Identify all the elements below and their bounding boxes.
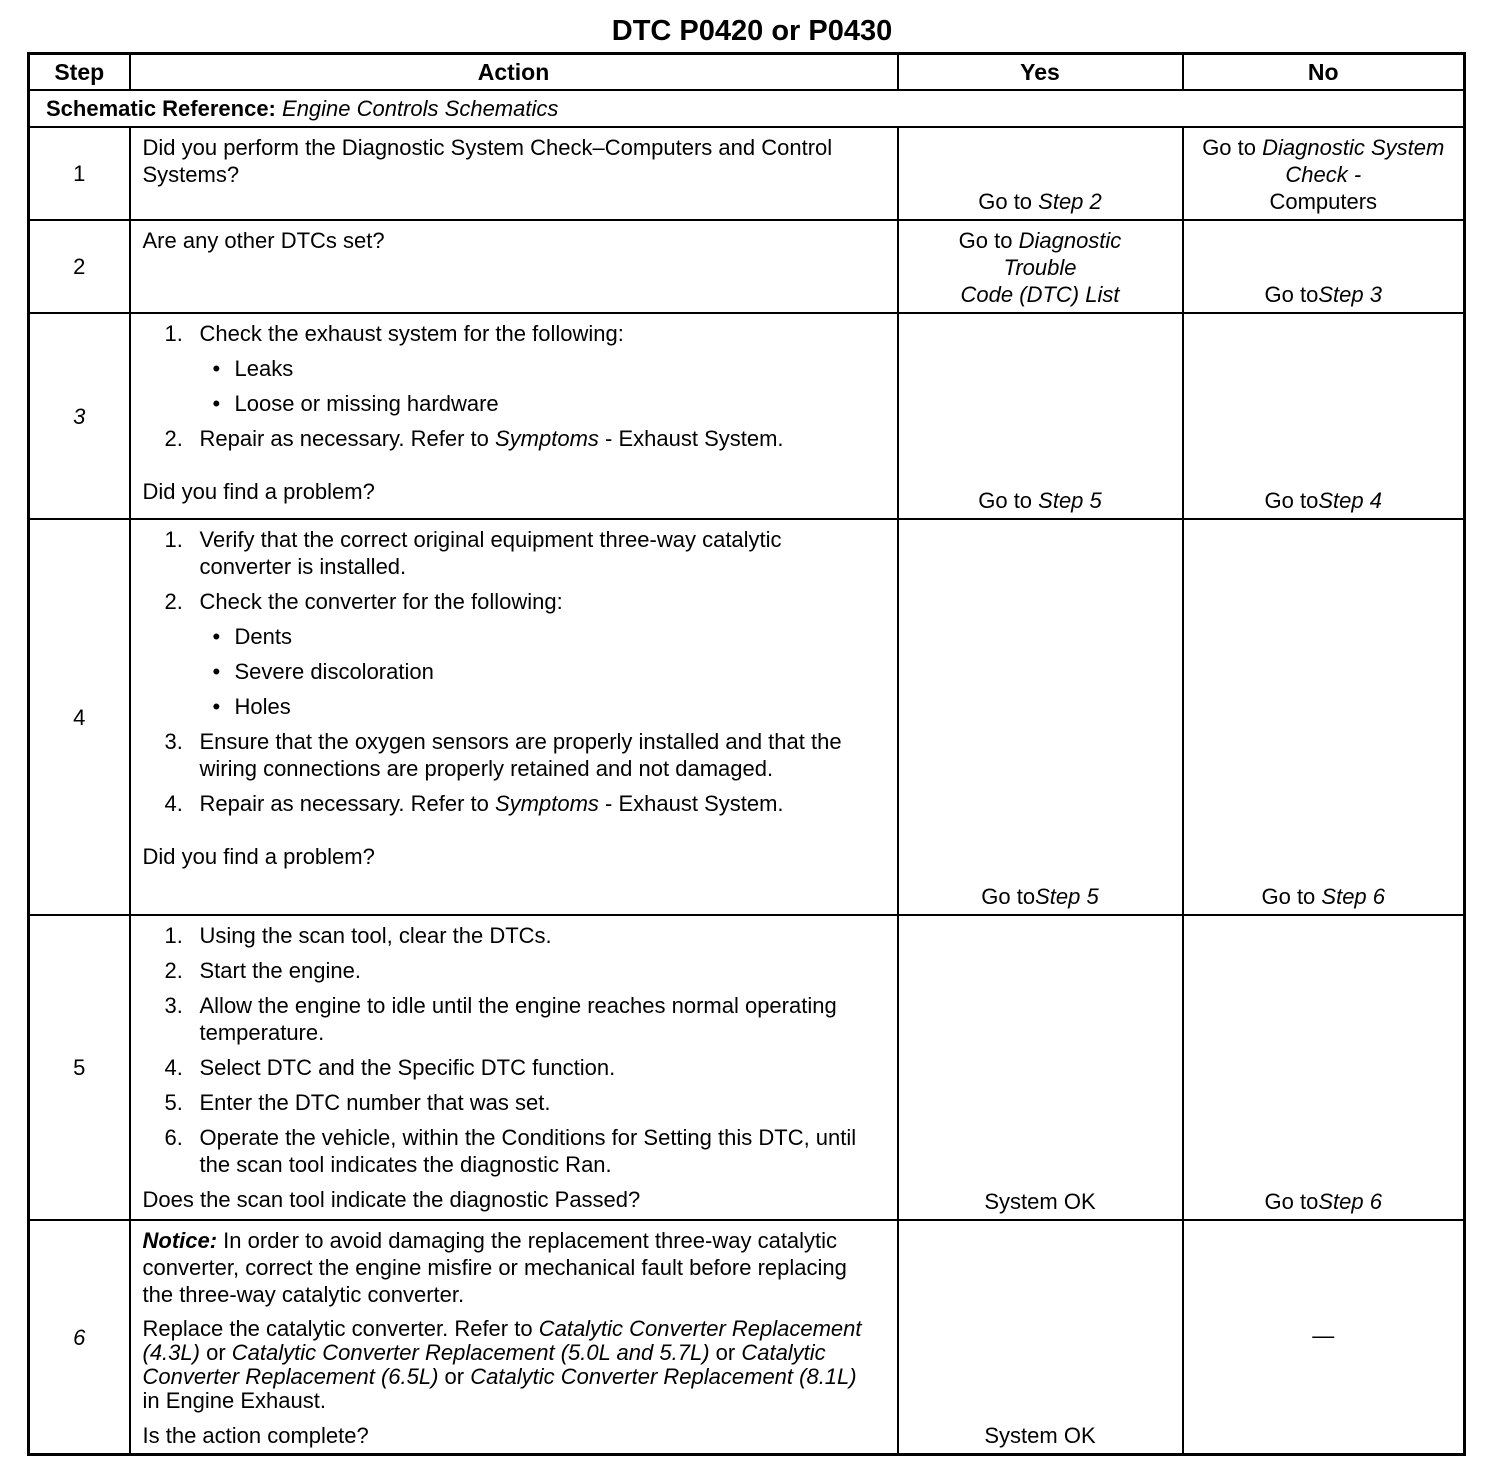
header-yes: Yes bbox=[898, 54, 1183, 91]
step-index: 4. bbox=[164, 1055, 183, 1080]
list-item bbox=[143, 320, 879, 417]
yes-cell bbox=[898, 313, 1183, 519]
diagnostic-system-check-link[interactable]: Diagnostic System Check - bbox=[1262, 135, 1445, 187]
step-link[interactable]: Step 6 bbox=[1318, 1189, 1382, 1214]
header-step: Step bbox=[29, 54, 130, 91]
table-row bbox=[29, 519, 1465, 915]
table-row bbox=[29, 915, 1465, 1220]
action-cell bbox=[130, 1220, 898, 1455]
yes-cell bbox=[898, 127, 1183, 220]
question-text: Did you find a problem? bbox=[142, 844, 375, 869]
list-item bbox=[143, 425, 879, 452]
bullet-text: Severe discoloration bbox=[234, 659, 434, 684]
list-item bbox=[143, 922, 879, 949]
list-item bbox=[143, 957, 879, 984]
step-link[interactable]: Step 2 bbox=[1038, 189, 1102, 214]
paragraph-text: or bbox=[199, 1340, 232, 1365]
step-index: 3. bbox=[164, 993, 183, 1018]
list-item: • Holes bbox=[212, 694, 291, 719]
list-item: • Severe discoloration bbox=[212, 659, 434, 684]
no-suffix: Computers bbox=[1269, 189, 1378, 214]
action-cell bbox=[130, 915, 898, 1220]
notice-label: Notice: bbox=[142, 1228, 218, 1253]
converter-replacement-link[interactable]: Catalytic Converter Replacement (5.0L and 5.7L) bbox=[231, 1340, 710, 1365]
bullet-text: Holes bbox=[234, 694, 291, 719]
bullet-list bbox=[200, 355, 879, 417]
step-index: 2. bbox=[164, 958, 183, 983]
no-prefix: Go to bbox=[1264, 488, 1319, 513]
step-number: 1 bbox=[29, 127, 130, 220]
symptoms-link[interactable]: Symptoms bbox=[495, 426, 599, 451]
step-text: - Exhaust System. bbox=[598, 791, 784, 816]
step-number: 5 bbox=[29, 915, 130, 1220]
step-index: 1. bbox=[164, 321, 183, 346]
list-item bbox=[143, 588, 879, 720]
paragraph-text: or bbox=[709, 1340, 742, 1365]
list-item bbox=[143, 1089, 879, 1116]
step-link[interactable]: Step 4 bbox=[1318, 488, 1382, 513]
list-item bbox=[143, 728, 879, 782]
paragraph-text: Replace the catalytic converter. Refer to bbox=[142, 1316, 539, 1341]
step-link[interactable]: Step 6 bbox=[1321, 884, 1386, 909]
step-number: 4 bbox=[29, 519, 130, 915]
step-number: 6 bbox=[29, 1220, 130, 1455]
action-steps bbox=[143, 320, 879, 452]
step-link[interactable]: Step 3 bbox=[1318, 282, 1382, 307]
bullet-text: Dents bbox=[234, 624, 292, 649]
yes-cell: System OK bbox=[898, 915, 1183, 1220]
question-text: Did you find a problem? bbox=[142, 479, 375, 504]
step-text: Ensure that the oxygen sensors are properly installed and that the wiring connections are properly retained and not damaged. bbox=[199, 729, 842, 781]
step-index: 2. bbox=[164, 426, 183, 451]
header-action: Action bbox=[130, 54, 898, 91]
step-link[interactable]: Step 5 bbox=[1038, 488, 1102, 513]
yes-prefix: Go to bbox=[978, 488, 1039, 513]
step-text: Enter the DTC number that was set. bbox=[199, 1090, 551, 1115]
action-cell: Are any other DTCs set? bbox=[130, 220, 898, 313]
step-index: 2. bbox=[164, 589, 183, 614]
symptoms-link[interactable]: Symptoms bbox=[495, 791, 599, 816]
step-number: 3 bbox=[29, 313, 130, 519]
action-cell bbox=[130, 313, 898, 519]
step-text: - Exhaust System. bbox=[598, 426, 784, 451]
dtc-list-link[interactable]: Trouble bbox=[1003, 255, 1077, 280]
table-row bbox=[29, 313, 1465, 519]
question-text: Does the scan tool indicate the diagnostic Passed? bbox=[142, 1187, 641, 1212]
no-prefix: Go to bbox=[1261, 884, 1322, 909]
yes-cell bbox=[898, 519, 1183, 915]
notice-paragraph bbox=[143, 1227, 879, 1308]
bullet-text: Loose or missing hardware bbox=[234, 391, 499, 416]
step-index: 1. bbox=[164, 527, 183, 552]
no-prefix: Go to bbox=[1264, 1189, 1319, 1214]
list-item bbox=[143, 1054, 879, 1081]
step-text: Check the exhaust system for the following: bbox=[199, 321, 624, 346]
no-cell: — bbox=[1183, 1220, 1465, 1455]
step-text: Verify that the correct original equipment three-way catalytic converter is installed. bbox=[199, 527, 782, 579]
step-text: Repair as necessary. Refer to bbox=[199, 426, 495, 451]
list-item: • Leaks bbox=[212, 356, 294, 381]
step-text: Using the scan tool, clear the DTCs. bbox=[199, 923, 552, 948]
table-row bbox=[29, 220, 1465, 313]
header-no: No bbox=[1183, 54, 1465, 91]
yes-cell bbox=[898, 220, 1183, 313]
no-cell bbox=[1183, 127, 1465, 220]
table-row bbox=[29, 1220, 1465, 1455]
action-steps bbox=[143, 526, 879, 817]
paragraph-text: in Engine Exhaust. bbox=[142, 1388, 326, 1413]
action-cell: Did you perform the Diagnostic System Check–Computers and Control Systems? bbox=[130, 127, 898, 220]
list-item: • Dents bbox=[212, 624, 292, 649]
schematic-label: Schematic Reference: bbox=[46, 96, 276, 121]
notice-text: In order to avoid damaging the replacement three-way catalytic converter, correct the engine misfire or mechanical fault before replacing the three-way catalytic converter. bbox=[142, 1228, 847, 1307]
list-item: • Loose or missing hardware bbox=[212, 391, 499, 416]
no-cell bbox=[1183, 519, 1465, 915]
schematic-reference bbox=[29, 90, 1465, 127]
dtc-list-link[interactable]: Code (DTC) List bbox=[960, 282, 1120, 307]
no-cell bbox=[1183, 313, 1465, 519]
no-prefix: Go to bbox=[1264, 282, 1319, 307]
step-text: Select DTC and the Specific DTC function. bbox=[199, 1055, 616, 1080]
dtc-list-link[interactable]: Diagnostic bbox=[1018, 228, 1122, 253]
step-index: 4. bbox=[164, 791, 183, 816]
list-item bbox=[143, 992, 879, 1046]
yes-prefix: Go to bbox=[978, 189, 1039, 214]
yes-cell: System OK bbox=[898, 1220, 1183, 1455]
list-item bbox=[143, 1124, 879, 1178]
paragraph-text: or bbox=[438, 1364, 471, 1389]
table-row bbox=[29, 127, 1465, 220]
converter-replacement-link[interactable]: Catalytic Converter Replacement (8.1L) bbox=[470, 1364, 857, 1389]
bullet-list bbox=[200, 623, 879, 720]
step-index: 3. bbox=[164, 729, 183, 754]
schematic-row bbox=[29, 90, 1465, 127]
header-row bbox=[29, 54, 1465, 91]
step-text: Operate the vehicle, within the Conditions for Setting this DTC, until the scan tool indicates the diagnostic Ran. bbox=[199, 1125, 857, 1177]
bullet-text: Leaks bbox=[234, 356, 294, 381]
step-link[interactable]: Step 5 bbox=[1035, 884, 1099, 909]
step-index: 6. bbox=[164, 1125, 183, 1150]
question-text: Is the action complete? bbox=[142, 1423, 369, 1448]
list-item bbox=[143, 790, 879, 817]
step-text: Check the converter for the following: bbox=[199, 589, 563, 614]
converter-replacement-link[interactable]: Catalytic Converter Replacement (4.3L) bbox=[142, 1316, 862, 1365]
step-number: 2 bbox=[29, 220, 130, 313]
step-text: Start the engine. bbox=[199, 958, 361, 983]
yes-prefix: Go to bbox=[981, 884, 1036, 909]
no-cell bbox=[1183, 915, 1465, 1220]
converter-replacement-link[interactable]: Catalytic Converter Replacement (6.5L) bbox=[142, 1340, 826, 1389]
list-item bbox=[143, 526, 879, 580]
page-title: DTC P0420 or P0430 bbox=[611, 15, 893, 47]
step-index: 5. bbox=[164, 1090, 183, 1115]
step-text: Allow the engine to idle until the engine reaches normal operating temperature. bbox=[199, 993, 837, 1045]
dtc-table bbox=[27, 52, 1466, 1456]
action-steps bbox=[143, 922, 879, 1178]
action-cell bbox=[130, 519, 898, 915]
yes-prefix: Go to bbox=[958, 228, 1019, 253]
step-text: Repair as necessary. Refer to bbox=[199, 791, 495, 816]
replace-paragraph bbox=[143, 1317, 879, 1413]
schematic-link[interactable]: Engine Controls Schematics bbox=[282, 96, 559, 121]
no-cell bbox=[1183, 220, 1465, 313]
step-index: 1. bbox=[164, 923, 183, 948]
no-prefix: Go to bbox=[1202, 135, 1263, 160]
